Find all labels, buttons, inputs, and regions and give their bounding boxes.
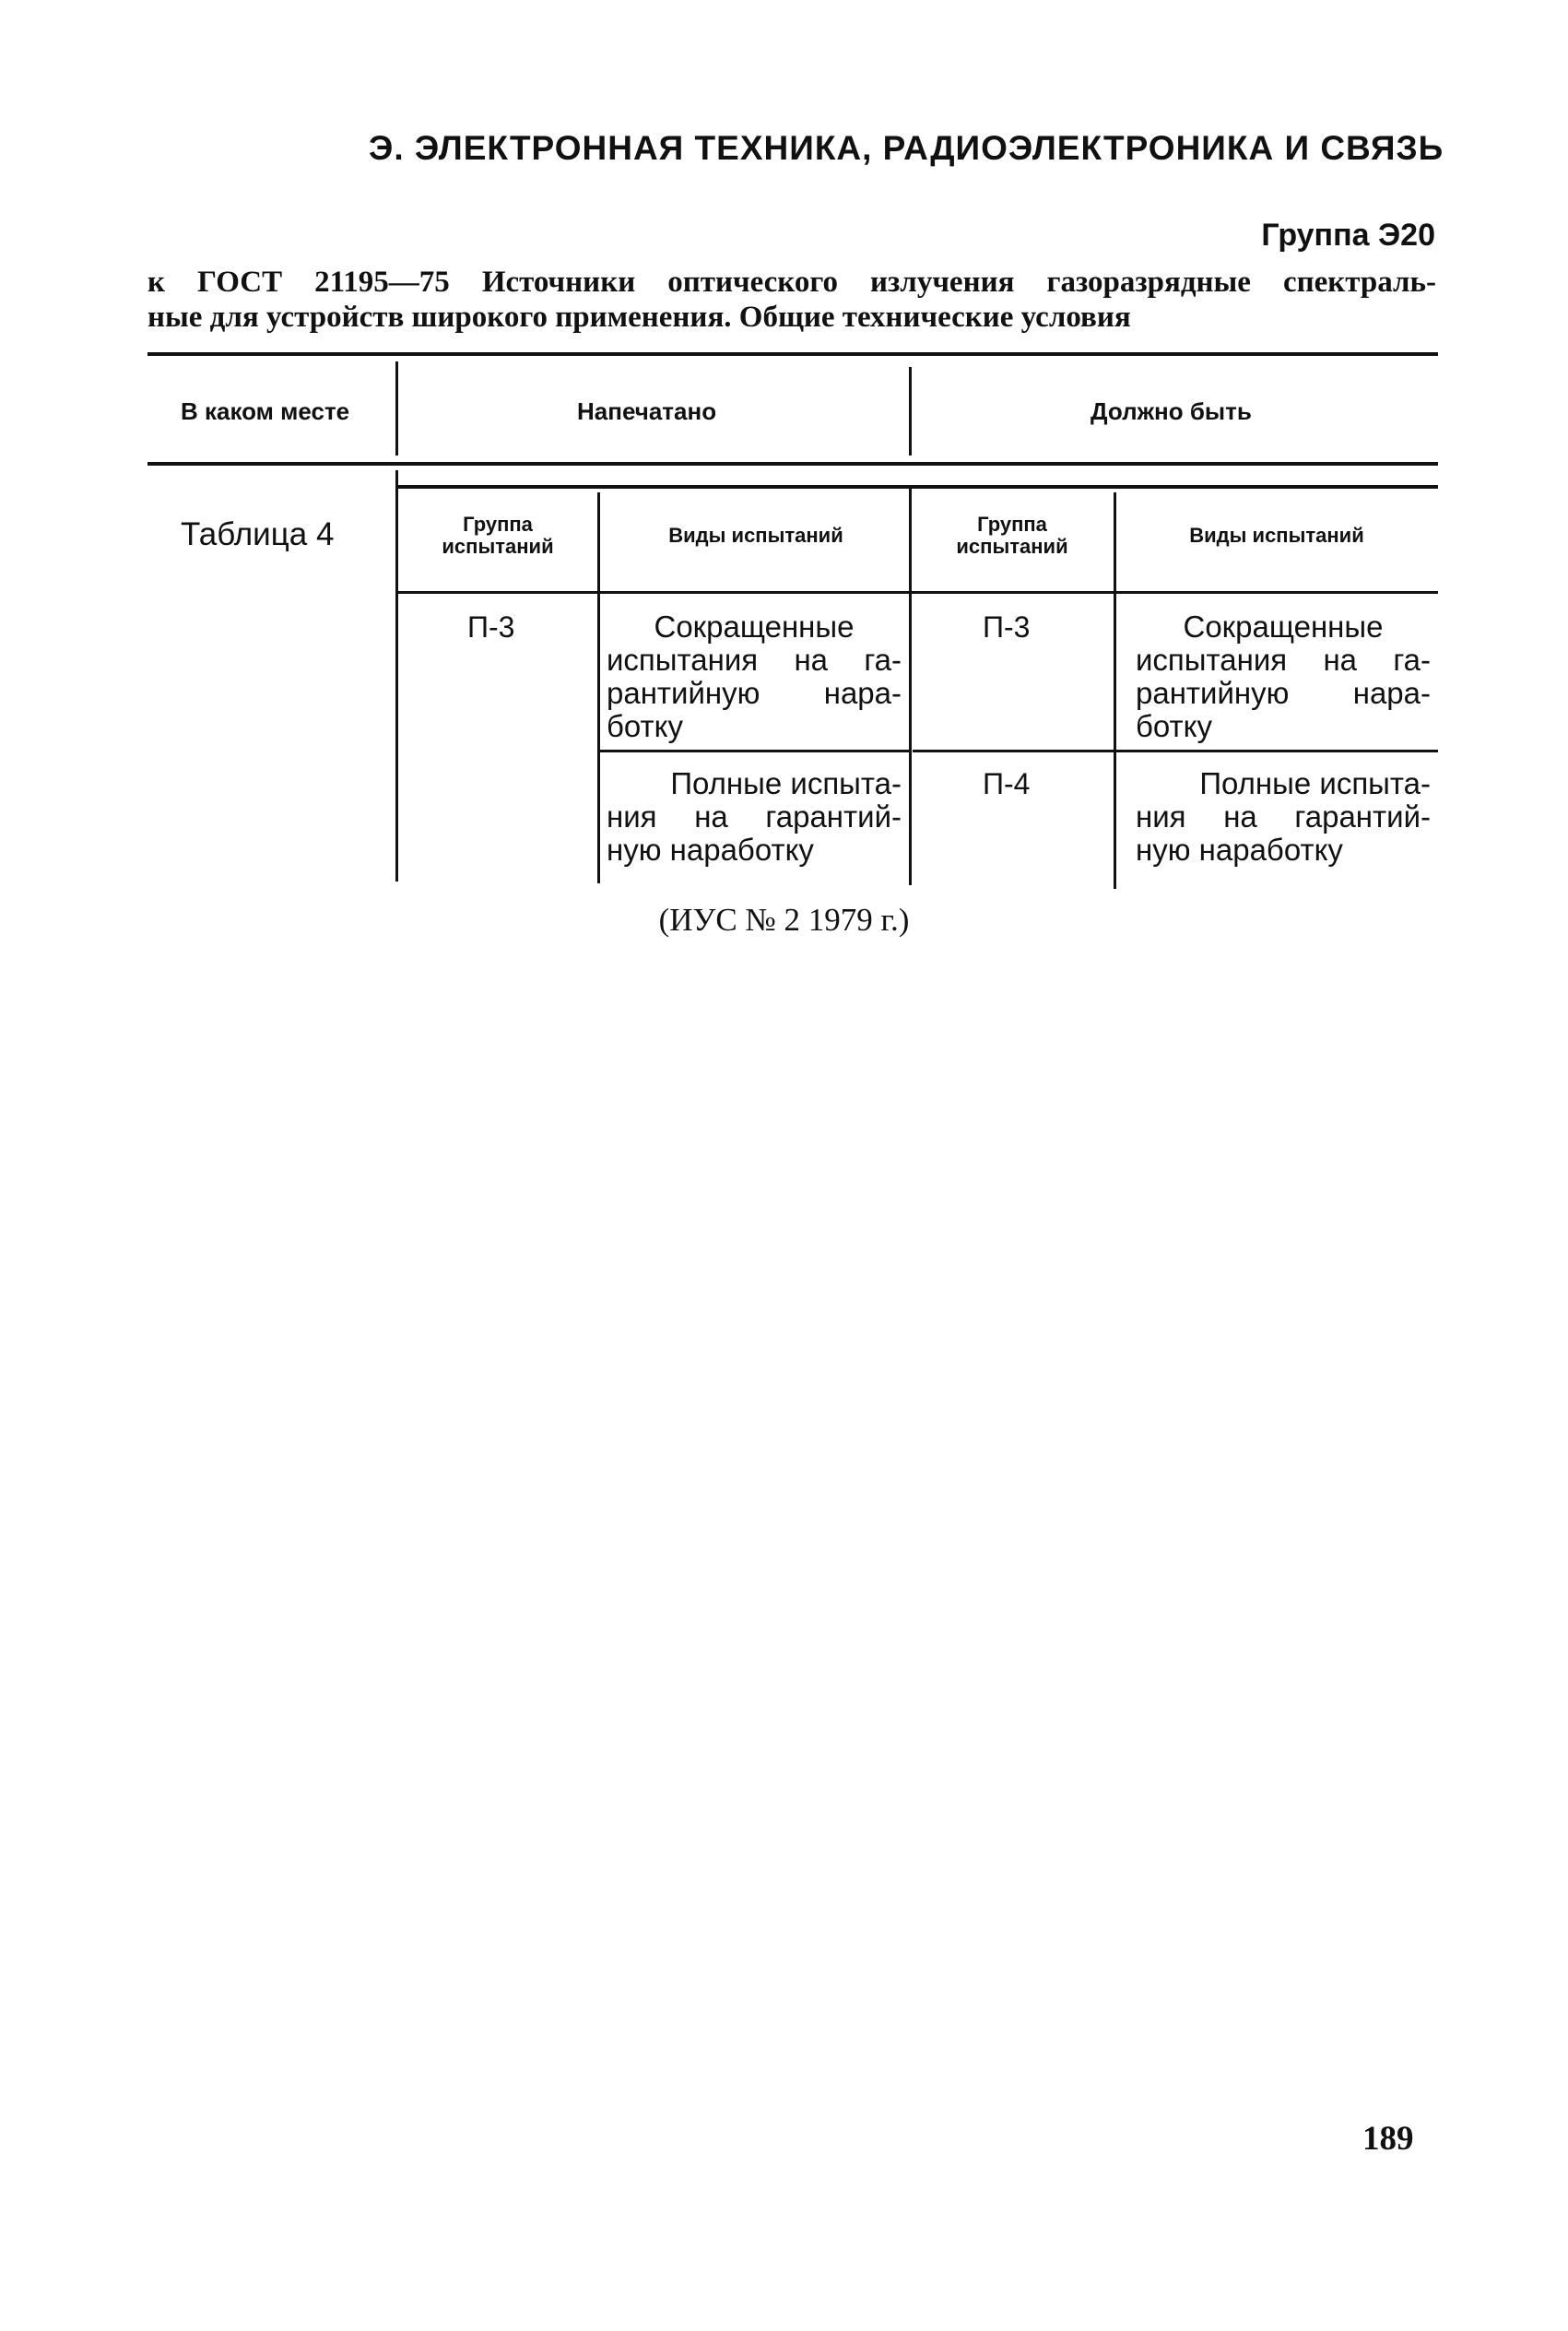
subcolumn-divider-printed [597, 492, 600, 883]
subheader-test-types: Виды испытаний [1189, 524, 1364, 547]
column-divider-printed [909, 489, 912, 885]
source-note: (ИУС № 2 1979 г.) [658, 902, 910, 938]
column-header-place: В каком месте [181, 397, 350, 425]
corrected-test-type: Сокращенные испытания на га- рантийную нара- ботку [1136, 609, 1431, 743]
corrected-group-code: П-3 [983, 610, 1031, 644]
printed-group-code: П-3 [467, 610, 515, 644]
subheader-test-group: Группа испытаний [442, 513, 554, 558]
subheader-bottom-rule [398, 591, 1438, 594]
table-top-rule [147, 352, 1438, 356]
page-number: 189 [1362, 2120, 1414, 2158]
printed-test-type: Сокращенные испытания на га- рантийную нара- ботку [607, 609, 902, 743]
amendment-title-line: к ГОСТ 21195—75 Источники оптического излучения газоразрядные спектраль- [147, 266, 1436, 299]
column-divider-printed [909, 367, 912, 456]
printed-test-type: Полные испыта- ния на гарантий- ную наработку [607, 766, 902, 867]
amendment-title [147, 265, 1436, 335]
table-place: Таблица 4 [181, 516, 335, 552]
subheader-test-group: Группа испытаний [956, 513, 1068, 558]
subcolumn-divider-should-be [1114, 492, 1116, 889]
amendment-title-line: ные для устройств широкого применения. Общие технические условия [147, 301, 1131, 334]
group-label: Группа Э20 [1261, 218, 1435, 253]
row-divider-should-be [913, 750, 1438, 752]
column-header-should-be: Должно быть [1091, 397, 1252, 425]
column-divider-place [395, 361, 398, 456]
row-divider-printed [597, 750, 909, 752]
section-title: Э. ЭЛЕКТРОННАЯ ТЕХНИКА, РАДИОЭЛЕКТРОНИКА И СВЯЗЬ [369, 129, 1444, 167]
corrected-test-type: Полные испыта- ния на гарантий- ную наработку [1136, 766, 1431, 867]
column-header-printed: Напечатано [577, 397, 717, 425]
subheader-test-types: Виды испытаний [668, 524, 843, 547]
subheader-top-rule [398, 485, 1438, 489]
corrected-group-code: П-4 [983, 767, 1031, 800]
column-divider-place [395, 470, 398, 882]
header-bottom-rule [147, 462, 1438, 466]
